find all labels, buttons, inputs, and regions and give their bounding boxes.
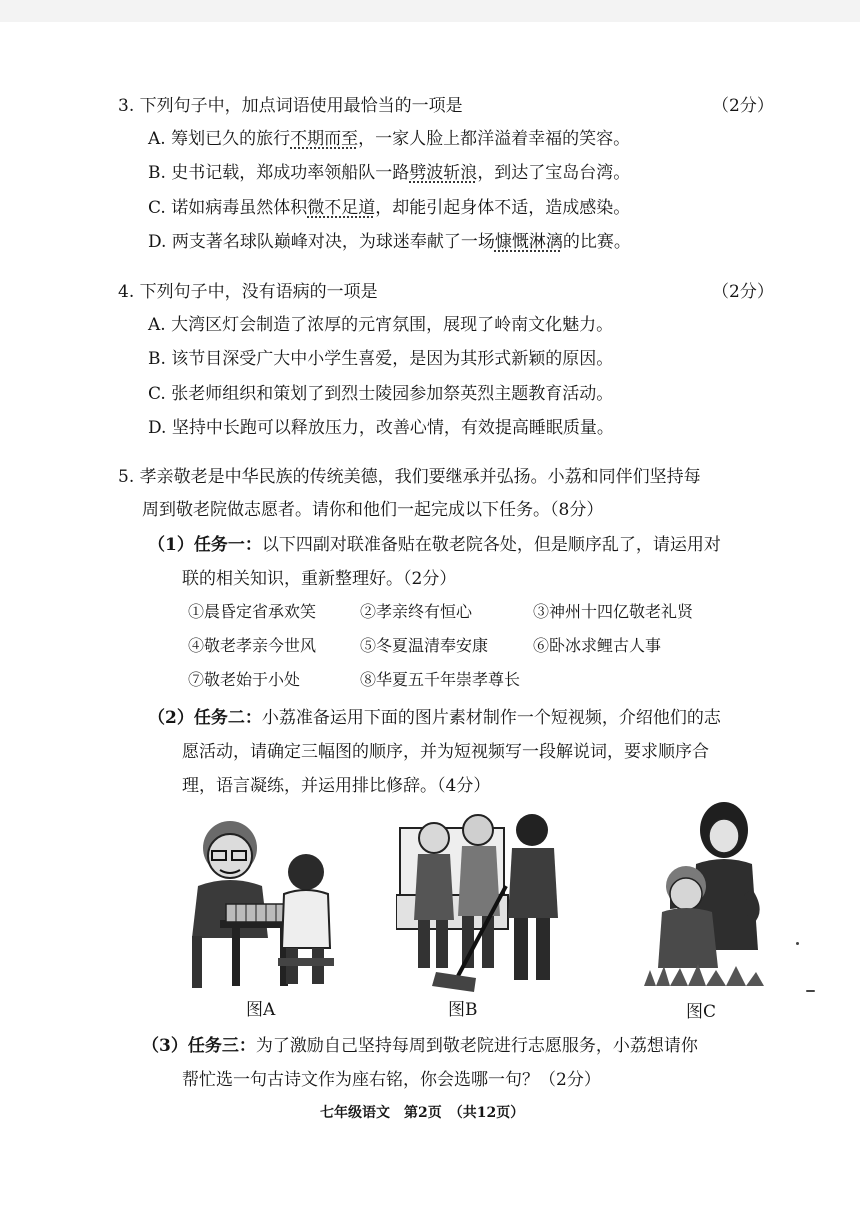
q4-option-d: D. 坚持中长跑可以释放压力，改善心情，有效提高睡眠质量。 bbox=[148, 418, 614, 438]
q3-option-a: A. 筹划已久的旅行不期而至，一家人脸上都洋溢着幸福的笑容。 bbox=[148, 129, 631, 149]
q4-option-a: A. 大湾区灯会制造了浓厚的元宵氛围，展现了岭南文化魅力。 bbox=[148, 315, 614, 335]
q4-stem: 4. 下列句子中，没有语病的一项是 bbox=[118, 282, 378, 302]
couplet-1: ①晨昏定省承欢笑 bbox=[188, 602, 317, 621]
q3-option-b: B. 史书记载，郑成功率领船队一路劈波斩浪，到达了宝岛台湾。 bbox=[148, 163, 631, 183]
scan-speck bbox=[806, 990, 815, 992]
task3-label: （3）任务三： bbox=[142, 1036, 256, 1056]
q4-score: （2分） bbox=[712, 282, 774, 302]
task3-line2: 帮忙选一句古诗文作为座右铭，你会选哪一句？（2分） bbox=[182, 1070, 601, 1090]
q5-intro-line2: 周到敬老院做志愿者。请你和他们一起完成以下任务。（8分） bbox=[142, 500, 604, 520]
task1-label: （1）任务一： bbox=[148, 535, 262, 555]
figure-c-massage-illustration bbox=[640, 800, 800, 996]
task1-line2: 联的相关知识，重新整理好。（2分） bbox=[182, 569, 457, 589]
scan-top-band bbox=[0, 0, 860, 22]
q3-option-c: C. 诺如病毒虽然体积微不足道，却能引起身体不适，造成感染。 bbox=[148, 198, 631, 218]
q3-score: （2分） bbox=[712, 96, 774, 116]
scan-speck bbox=[796, 942, 799, 945]
task3-line1: （3）任务三：为了激励自己坚持每周到敬老院进行志愿服务，小荔想请你 bbox=[142, 1036, 698, 1056]
figure-c-caption: 图C bbox=[686, 1002, 717, 1022]
task1-line1: （1）任务一：以下四副对联准备贴在敬老院各处，但是顺序乱了，请运用对 bbox=[148, 535, 721, 555]
task2-label: （2）任务二： bbox=[148, 708, 262, 728]
task2-line2: 愿活动，请确定三幅图的顺序，并为短视频写一段解说词，要求顺序合 bbox=[182, 742, 709, 762]
q4-option-c: C. 张老师组织和策划了到烈士陵园参加祭英烈主题教育活动。 bbox=[148, 384, 614, 404]
q5-intro-line1: 5. 孝亲敬老是中华民族的传统美德，我们要继承并弘扬。小荔和同伴们坚持每 bbox=[118, 467, 701, 487]
q3-option-c-dotted-word: 微不足道 bbox=[307, 198, 376, 218]
couplet-2: ②孝亲终有恒心 bbox=[360, 602, 473, 621]
q3-stem: 3. 下列句子中，加点词语使用最恰当的一项是 bbox=[118, 96, 463, 116]
q3-option-b-dotted-word: 劈波斩浪 bbox=[409, 163, 478, 183]
figure-b-caption: 图B bbox=[448, 1000, 478, 1020]
couplet-4: ④敬老孝亲今世风 bbox=[188, 636, 317, 655]
figure-a-caption: 图A bbox=[246, 1000, 276, 1020]
task2-line3: 理，语言凝练，并运用排比修辞。（4分） bbox=[182, 776, 491, 796]
couplet-3: ③神州十四亿敬老礼贤 bbox=[533, 602, 694, 621]
couplet-6: ⑥卧冰求鲤古人事 bbox=[533, 636, 662, 655]
q4-option-b: B. 该节目深受广大中小学生喜爱，是因为其形式新颖的原因。 bbox=[148, 349, 614, 369]
page-footer: 七年级语文 第2页 （共12页） bbox=[320, 1105, 525, 1121]
q3-option-a-dotted-word: 不期而至 bbox=[290, 129, 359, 149]
figure-b-sweeping-illustration bbox=[396, 800, 576, 995]
couplet-7: ⑦敬老始于小处 bbox=[188, 670, 301, 689]
couplet-8: ⑧华夏五千年崇孝尊长 bbox=[360, 670, 521, 689]
q3-option-d-dotted-word: 慷慨淋漓 bbox=[494, 232, 563, 252]
figure-a-chess-illustration bbox=[180, 808, 340, 998]
q3-option-d: D. 两支著名球队巅峰对决，为球迷奉献了一场慷慨淋漓的比赛。 bbox=[148, 232, 631, 252]
couplet-5: ⑤冬夏温清奉安康 bbox=[360, 636, 489, 655]
task2-line1: （2）任务二：小荔准备运用下面的图片素材制作一个短视频，介绍他们的志 bbox=[148, 708, 721, 728]
